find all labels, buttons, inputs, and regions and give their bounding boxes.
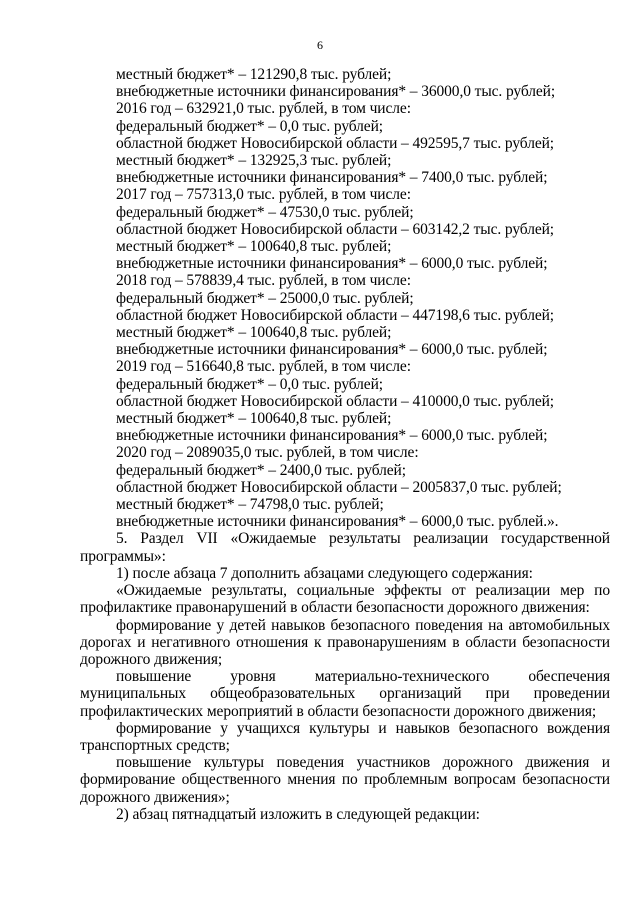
budget-line: местный бюджет* – 74798,0 тыс. рублей; <box>116 496 384 514</box>
budget-line: федеральный бюджет* – 2400,0 тыс. рублей; <box>116 461 406 479</box>
paragraph: формирование у учащихся культуры и навыков безопасного вождения транспортных средств; <box>80 719 610 754</box>
budget-line: внебюджетные источники финансирования* – 6000,0 тыс. рублей; <box>116 427 548 445</box>
amendments <box>80 530 610 822</box>
paragraph: «Ожидаемые результаты, социальные эффекты от реализации мер по профилактике правонарушений в области безопасности дорожного движения: <box>80 582 610 617</box>
budget-line: федеральный бюджет* – 0,0 тыс. рублей; <box>116 117 383 135</box>
paragraph: повышение уровня материально-технического обеспечения муниципальных общеобразовательных организаций при проведении профилактических мероприятий в области безопасности дорожного движения; <box>80 668 610 720</box>
budget-line: федеральный бюджет* – 0,0 тыс. рублей; <box>116 375 383 393</box>
budget-year-line: 2019 год – 516640,8 тыс. рублей, в том числе: <box>116 358 411 376</box>
budget-line: местный бюджет* – 100640,8 тыс. рублей; <box>116 410 392 428</box>
budget-line: областной бюджет Новосибирской области – 410000,0 тыс. рублей; <box>116 392 555 410</box>
budget-line: внебюджетные источники финансирования* – 6000,0 тыс. рублей; <box>116 255 548 273</box>
budget-line: внебюджетные источники финансирования* – 36000,0 тыс. рублей; <box>116 83 556 101</box>
paragraph: формирование у детей навыков безопасного поведения на автомобильных дорогах и негативного отношения к правонарушениям в области безопасности дорожного движения; <box>80 616 610 668</box>
document-body <box>80 66 610 823</box>
budget-year-line: 2017 год – 757313,0 тыс. рублей, в том числе: <box>116 186 411 204</box>
budget-line: местный бюджет* – 100640,8 тыс. рублей; <box>116 324 392 342</box>
budget-line: областной бюджет Новосибирской области – 447198,6 тыс. рублей; <box>116 306 555 324</box>
paragraph: повышение культуры поведения участников дорожного движения и формирование общественного мнения по проблемным вопросам безопасности дорожного движения»; <box>80 754 610 806</box>
budget-year-line: 2018 год – 578839,4 тыс. рублей, в том числе: <box>116 272 411 290</box>
budget-line: областной бюджет Новосибирской области – 492595,7 тыс. рублей; <box>116 134 555 152</box>
budget-year-line: 2016 год – 632921,0 тыс. рублей, в том числе: <box>116 100 411 118</box>
budget-line: федеральный бюджет* – 25000,0 тыс. рублей; <box>116 289 414 307</box>
budget-line: внебюджетные источники финансирования* – 7400,0 тыс. рублей; <box>116 169 548 187</box>
budget-line: местный бюджет* – 121290,8 тыс. рублей; <box>116 66 392 83</box>
budget-line: областной бюджет Новосибирской области – 603142,2 тыс. рублей; <box>116 220 555 238</box>
funding-breakdown <box>80 66 610 530</box>
budget-line: местный бюджет* – 132925,3 тыс. рублей; <box>116 152 392 170</box>
budget-line: внебюджетные источники финансирования* – 6000,0 тыс. рублей.». <box>116 513 559 531</box>
budget-line: внебюджетные источники финансирования* – 6000,0 тыс. рублей; <box>116 341 548 359</box>
paragraph: 1) после абзаца 7 дополнить абзацами следующего содержания: <box>116 564 533 582</box>
paragraph: 2) абзац пятнадцатый изложить в следующей редакции: <box>116 805 480 823</box>
section-heading: 5. Раздел VII «Ожидаемые результаты реализации государственной программы»: <box>80 530 610 565</box>
budget-line: областной бюджет Новосибирской области – 2005837,0 тыс. рублей; <box>116 478 562 496</box>
page-number: 6 <box>317 38 323 52</box>
budget-line: федеральный бюджет* – 47530,0 тыс. рублей; <box>116 203 414 221</box>
budget-year-line: 2020 год – 2089035,0 тыс. рублей, в том числе: <box>116 444 419 462</box>
budget-line: местный бюджет* – 100640,8 тыс. рублей; <box>116 238 392 256</box>
